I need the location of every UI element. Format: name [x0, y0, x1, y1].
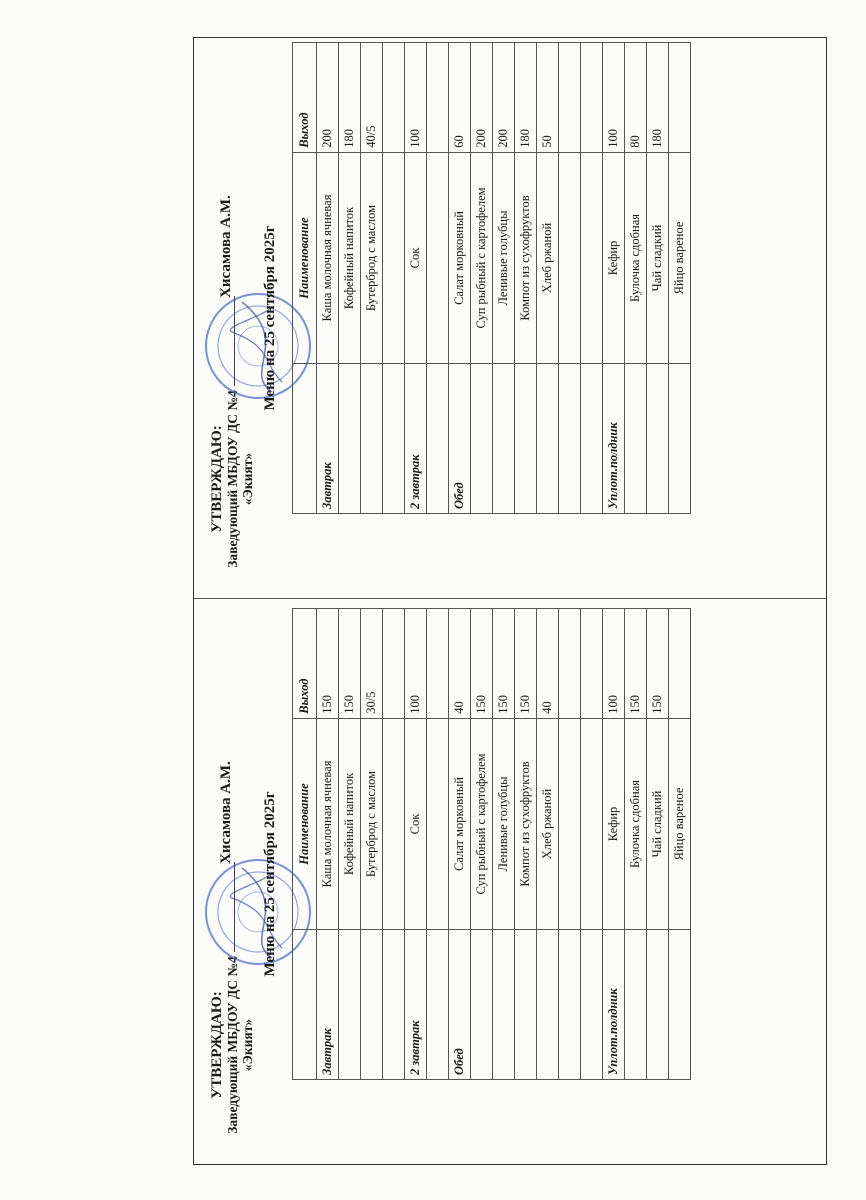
dish-cell: Сок — [405, 718, 427, 929]
output-cell: 150 — [493, 609, 515, 719]
table-row — [625, 43, 647, 514]
table-row — [405, 609, 427, 1080]
table-row — [427, 43, 449, 514]
meal-cell — [427, 930, 449, 1080]
dish-cell: Салат морковный — [449, 152, 471, 363]
header-output: Выход — [293, 43, 317, 153]
output-cell: 30/5 — [361, 609, 383, 719]
table-row — [669, 609, 691, 1080]
output-cell: 150 — [515, 609, 537, 719]
dish-cell: Ленивые голубцы — [493, 718, 515, 929]
output-cell: 100 — [603, 609, 625, 719]
table-row — [493, 43, 515, 514]
table-row — [339, 43, 361, 514]
meal-cell — [471, 930, 493, 1080]
output-cell — [427, 43, 449, 153]
meal-cell — [515, 364, 537, 514]
menu-copy-top — [194, 38, 828, 598]
table-row — [383, 43, 405, 514]
output-cell: 60 — [449, 43, 471, 153]
dish-cell: Суп рыбный с картофелем — [471, 152, 493, 363]
meal-cell — [361, 364, 383, 514]
dish-cell — [559, 718, 581, 929]
meal-cell: 2 завтрак — [405, 364, 427, 514]
table-row — [493, 609, 515, 1080]
output-cell — [383, 43, 405, 153]
meal-cell: Уплот.полдник — [603, 930, 625, 1080]
signer-name: Хисамова А.М. — [218, 761, 234, 864]
meal-cell: Завтрак — [317, 930, 339, 1080]
header-meal — [293, 364, 317, 514]
table-row — [361, 43, 383, 514]
meal-cell — [383, 930, 405, 1080]
table-row — [427, 609, 449, 1080]
output-cell — [669, 43, 691, 153]
dish-cell: Сок — [405, 152, 427, 363]
output-cell — [669, 609, 691, 719]
meal-cell — [493, 930, 515, 1080]
approval-org: «Экият» — [240, 452, 255, 506]
table-row — [537, 43, 559, 514]
dish-cell: Салат морковный — [449, 718, 471, 929]
approval-word: УТВЕРЖДАЮ: — [209, 991, 225, 1099]
meal-cell — [559, 364, 581, 514]
dish-cell: Кофейный напиток — [339, 718, 361, 929]
meal-cell — [647, 930, 669, 1080]
table-row — [317, 43, 339, 514]
approval-word: УТВЕРЖДАЮ: — [209, 425, 225, 533]
output-cell: 80 — [625, 43, 647, 153]
fold-divider — [194, 598, 826, 599]
table-row — [471, 43, 493, 514]
table-row — [647, 609, 669, 1080]
meal-cell — [383, 364, 405, 514]
dish-cell: Каша молочная ячневая — [317, 718, 339, 929]
dish-cell: Яйцо вареное — [669, 152, 691, 363]
dish-cell — [383, 152, 405, 363]
meal-cell — [669, 930, 691, 1080]
menu-copy-bottom — [194, 604, 828, 1164]
dish-cell: Кофейный напиток — [339, 152, 361, 363]
table-row — [515, 43, 537, 514]
output-cell — [581, 609, 603, 719]
dish-cell: Компот из сухофруктов — [515, 718, 537, 929]
table-header-row — [293, 609, 317, 1080]
table-row — [669, 43, 691, 514]
meal-cell — [625, 364, 647, 514]
output-cell: 100 — [405, 609, 427, 719]
output-cell: 100 — [405, 43, 427, 153]
menu-table — [292, 608, 691, 1080]
meal-cell — [537, 930, 559, 1080]
meal-cell: Уплот.полдник — [603, 364, 625, 514]
signature-line — [234, 862, 235, 952]
table-row — [449, 609, 471, 1080]
table-row — [647, 43, 669, 514]
meal-cell — [339, 364, 361, 514]
meal-cell — [339, 930, 361, 1080]
dish-cell — [581, 718, 603, 929]
dish-cell: Булочка сдобная — [625, 718, 647, 929]
output-cell: 150 — [471, 609, 493, 719]
output-cell — [559, 609, 581, 719]
output-cell: 150 — [625, 609, 647, 719]
table-row — [405, 43, 427, 514]
dish-cell: Чай сладкий — [647, 152, 669, 363]
table-row — [339, 609, 361, 1080]
document-sheet — [193, 37, 827, 1165]
menu-table — [292, 42, 691, 514]
dish-cell — [427, 152, 449, 363]
meal-cell — [647, 364, 669, 514]
signature-line — [234, 296, 235, 386]
dish-cell: Чай сладкий — [647, 718, 669, 929]
table-row — [471, 609, 493, 1080]
meal-cell: Обед — [449, 930, 471, 1080]
dish-cell — [581, 152, 603, 363]
signer-name: Хисамова А.М. — [218, 195, 234, 298]
meal-cell — [669, 364, 691, 514]
table-row — [603, 609, 625, 1080]
output-cell: 150 — [339, 609, 361, 719]
dish-cell — [559, 152, 581, 363]
meal-cell — [361, 930, 383, 1080]
table-row — [361, 609, 383, 1080]
meal-cell — [515, 930, 537, 1080]
dish-cell: Каша молочная ячневая — [317, 152, 339, 363]
meal-cell — [625, 930, 647, 1080]
dish-cell — [383, 718, 405, 929]
dish-cell: Булочка сдобная — [625, 152, 647, 363]
approval-position: Заведующий МБДОУ ДС №4 — [225, 956, 240, 1134]
dish-cell: Бутерброд с маслом — [361, 152, 383, 363]
output-cell: 100 — [603, 43, 625, 153]
dish-cell: Хлеб ржаной — [537, 718, 559, 929]
approval-block — [210, 950, 255, 1140]
dish-cell — [427, 718, 449, 929]
table-row — [603, 43, 625, 514]
meal-cell — [493, 364, 515, 514]
output-cell — [427, 609, 449, 719]
output-cell: 180 — [339, 43, 361, 153]
meal-cell — [471, 364, 493, 514]
output-cell: 180 — [647, 43, 669, 153]
output-cell — [383, 609, 405, 719]
table-row — [559, 609, 581, 1080]
meal-cell — [559, 930, 581, 1080]
table-header-row — [293, 43, 317, 514]
dish-cell: Бутерброд с маслом — [361, 718, 383, 929]
approval-org: «Экият» — [240, 1018, 255, 1072]
dish-cell: Ленивые голубцы — [493, 152, 515, 363]
output-cell — [581, 43, 603, 153]
meal-cell: Обед — [449, 364, 471, 514]
dish-cell: Суп рыбный с картофелем — [471, 718, 493, 929]
menu-title: Меню на 25 сентября 2025г — [262, 791, 278, 977]
meal-cell — [581, 364, 603, 514]
approval-position: Заведующий МБДОУ ДС №4 — [225, 390, 240, 568]
meal-cell: 2 завтрак — [405, 930, 427, 1080]
output-cell: 40 — [449, 609, 471, 719]
meal-cell — [581, 930, 603, 1080]
meal-cell: Завтрак — [317, 364, 339, 514]
dish-cell: Яйцо вареное — [669, 718, 691, 929]
table-row — [537, 609, 559, 1080]
dish-cell: Кефир — [603, 152, 625, 363]
approval-block — [210, 384, 255, 574]
table-row — [625, 609, 647, 1080]
output-cell: 150 — [647, 609, 669, 719]
output-cell — [559, 43, 581, 153]
meal-cell — [537, 364, 559, 514]
output-cell: 50 — [537, 43, 559, 153]
output-cell: 200 — [317, 43, 339, 153]
output-cell: 150 — [317, 609, 339, 719]
header-dish: Наименование — [293, 152, 317, 363]
table-row — [559, 43, 581, 514]
table-row — [515, 609, 537, 1080]
header-output: Выход — [293, 609, 317, 719]
table-row — [383, 609, 405, 1080]
dish-cell: Хлеб ржаной — [537, 152, 559, 363]
table-row — [317, 609, 339, 1080]
header-meal — [293, 930, 317, 1080]
table-row — [581, 609, 603, 1080]
table-row — [449, 43, 471, 514]
dish-cell: Компот из сухофруктов — [515, 152, 537, 363]
output-cell: 180 — [515, 43, 537, 153]
output-cell: 200 — [493, 43, 515, 153]
output-cell: 40/5 — [361, 43, 383, 153]
header-dish: Наименование — [293, 718, 317, 929]
dish-cell: Кефир — [603, 718, 625, 929]
output-cell: 40 — [537, 609, 559, 719]
meal-cell — [427, 364, 449, 514]
output-cell: 200 — [471, 43, 493, 153]
table-row — [581, 43, 603, 514]
menu-title: Меню на 25 сентября 2025г — [262, 225, 278, 411]
